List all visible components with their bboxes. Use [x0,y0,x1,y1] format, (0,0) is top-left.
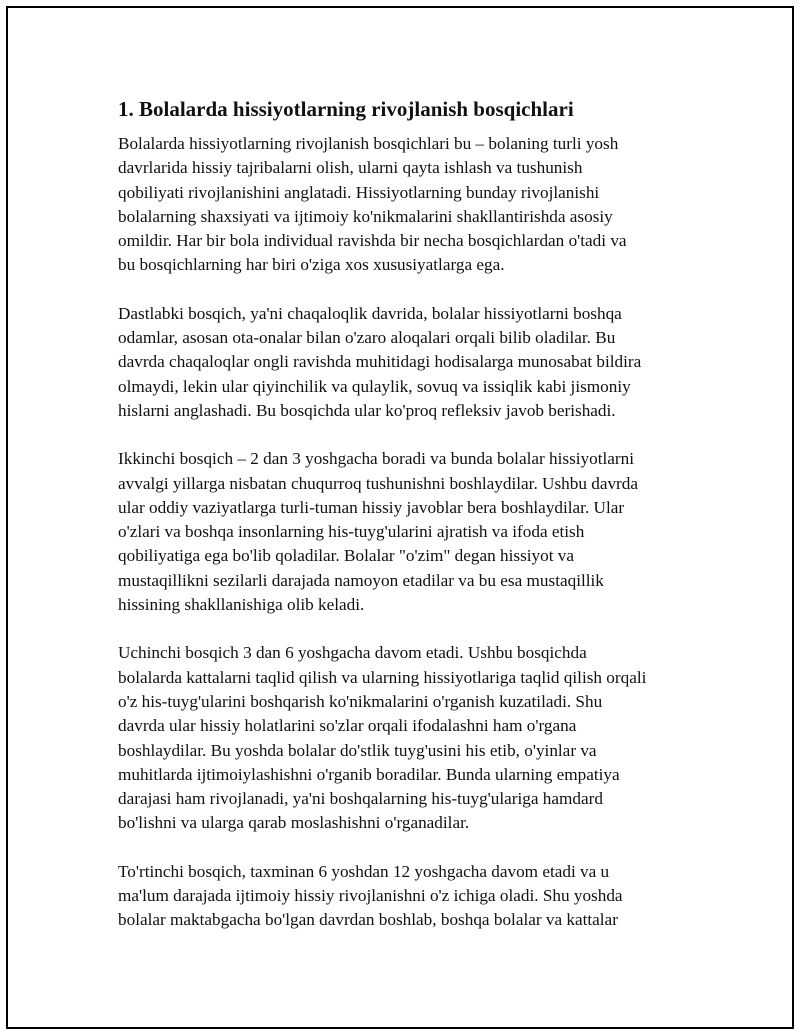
text-line: bolalarning shaxsiyati va ijtimoiy ko'nikmalarini shakllantirishda asosiy [118,206,613,226]
text-line: omildir. Har bir bola individual ravishda bir necha bosqichlardan o'tadi va [118,231,627,251]
text-line: Bolalarda hissiyotlarning rivojlanish bosqichlari bu – bolaning turli yosh [118,134,619,153]
text-line: mustaqillikni sezilarli darajada namoyon etadilar va bu esa mustaqillik [118,570,604,590]
text-line: davrda ular hissiy holatlarini so'zlar orqali ifodalashni ham o'rgana [118,716,577,736]
text-line: Uchinchi bosqich 3 dan 6 yoshgacha davom etadi. Ushbu bosqichda [118,643,587,663]
text-line: ma'lum darajada ijtimoiy hissiy rivojlanishni o'z ichiga oladi. Shu yoshda [118,886,623,906]
text-line: bu bosqichlarning har biri o'ziga xos xususiyatlarga ega. [118,255,505,275]
paragraph-1 [118,132,690,278]
text-line: Dastlabki bosqich, ya'ni chaqaloqlik davrida, bolalar hissiyotlarni boshqa [118,303,622,323]
text-line: bolalar maktabgacha bo'lgan davrdan boshlab, boshqa bolalar va kattalar [118,910,618,930]
document-body [118,96,690,957]
text-line: davrlarida hissiy tajribalarni olish, ularni qayta ishlash va tushunish [118,158,583,178]
paragraph-4 [118,641,690,835]
text-line: darajasi ham rivojlanadi, ya'ni boshqalarning his-tuyg'ulariga hamdard [118,789,603,809]
text-line: To'rtinchi bosqich, taxminan 6 yoshdan 12 yoshgacha davom etadi va u [118,861,610,881]
text-line: bo'lishni va ularga qarab moslashishni o'rganadilar. [118,813,470,833]
text-line: boshlaydilar. Bu yoshda bolalar do'stlik tuyg'usini his etib, o'yinlar va [118,740,597,760]
text-line: bolalarda kattalarni taqlid qilish va ularning hissiyotlariga taqlid qilish orqali [118,667,647,687]
text-line: muhitlarda ijtimoiylashishni o'rganib boradilar. Bunda ularning empatiya [118,764,620,784]
text-line: qobiliyatiga ega bo'lib qoladilar. Bolalar "o'zim" degan hissiyot va [118,546,575,566]
paragraph-2 [118,302,690,423]
text-line: odamlar, asosan ota-onalar bilan o'zaro aloqalari orqali bilib oladilar. Bu [118,328,616,348]
text-line: Ikkinchi bosqich – 2 dan 3 yoshgacha boradi va bunda bolalar hissiyotlarni [118,449,634,469]
text-line: olmaydi, lekin ular qiyinchilik va qulaylik, sovuq va issiqlik kabi jismoniy [118,376,631,396]
text-line: o'z his-tuyg'ularini boshqarish ko'nikmalarini o'rganish kuzatiladi. Shu [118,691,603,711]
text-line: hislarni anglashadi. Bu bosqichda ular ko'proq refleksiv javob berishadi. [118,400,616,420]
text-line: hissining shakllanishiga olib keladi. [118,595,365,615]
text-line: davrda chaqaloqlar ongli ravishda muhitidagi hodisalarga munosabat bildira [118,352,642,372]
text-line: ular oddiy vaziyatlarga turli-tuman hissiy javoblar bera boshlaydilar. Ular [118,497,625,517]
text-line: avvalgi yillarga nisbatan chuqurroq tushunishni boshlaydilar. Ushbu davrda [118,473,638,493]
paragraph-5 [118,860,690,933]
section-heading: 1. Bolalarda hissiyotlarning rivojlanish bosqichlari [118,97,574,121]
text-line: qobiliyati rivojlanishini anglatadi. Hissiyotlarning bunday rivojlanishi [118,182,600,202]
text-line: o'zlari va boshqa insonlarning his-tuyg'ularini ajratish va ifoda etish [118,522,585,542]
paragraph-3 [118,447,690,617]
